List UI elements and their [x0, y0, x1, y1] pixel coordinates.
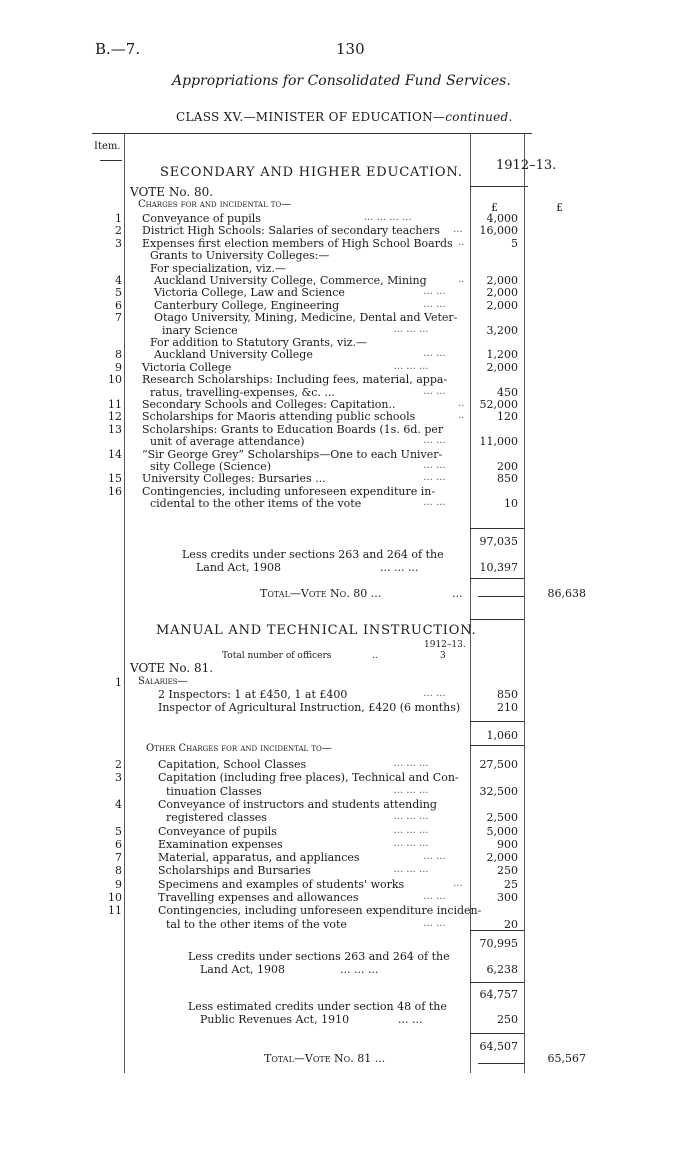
table-top-rule [92, 133, 532, 134]
line-amount: 2,000 [486, 851, 518, 865]
line-description: Scholarships and Bursaries [158, 864, 311, 878]
item-number: 10 [108, 373, 122, 387]
vote81-less2-line1: Less estimated credits under section 48 of the [188, 1000, 447, 1013]
vote81-less1-line2: Land Act, 1908 [200, 963, 285, 976]
line-description: Inspector of Agricultural Instruction, £420 (6 months) [158, 701, 461, 714]
other-charges-heading: Other Charges for and incidental to— [146, 743, 332, 754]
item-number: 1 [115, 212, 122, 225]
vote80-less-amount: 10,397 [479, 561, 518, 574]
line-amount: 20 [504, 917, 518, 931]
item-number: 5 [115, 824, 122, 838]
pound-sign: £ [491, 201, 498, 214]
vote80-total: 86,638 [547, 587, 586, 600]
item-number: 7 [115, 311, 122, 325]
line-amount: 2,500 [486, 811, 518, 825]
line-description: sity College (Science) [150, 460, 271, 473]
item-column-rule [124, 133, 125, 1073]
line-description: For specialization, viz.— [150, 261, 286, 275]
line-amount: 210 [497, 701, 518, 714]
vote80-subtotal-rule [470, 528, 524, 529]
line-amount: 27,500 [479, 758, 518, 771]
officers-dots: .. [372, 651, 378, 661]
leader-dots: ... ... ... [393, 323, 429, 335]
line-description: Contingencies, including unforeseen expenditure inciden- [158, 904, 482, 918]
vote80-total-label: Total—Vote No. 80 ... [260, 587, 382, 600]
page-number: 130 [336, 40, 365, 58]
vote81-less1-dots: ... ... ... [340, 963, 379, 976]
item-number: 4 [115, 797, 122, 811]
salaries-total: 1,060 [486, 729, 518, 742]
vote81-less1-line1: Less credits under sections 263 and 264 of the [188, 950, 450, 963]
leader-dots: ... ... ... [393, 811, 429, 823]
line-amount: 200 [497, 460, 518, 473]
item-number: 4 [115, 274, 122, 287]
leader-dots: ... ... [423, 497, 446, 509]
leader-dots: ... ... [423, 891, 446, 902]
leader-dots: ... [453, 224, 463, 236]
line-amount: 3,200 [486, 323, 518, 337]
leader-dots: ... ... ... [393, 758, 429, 769]
item-number: 3 [115, 236, 122, 250]
item-number: 14 [108, 447, 122, 461]
section-heading-secondary: SECONDARY AND HIGHER EDUCATION. [160, 165, 463, 180]
line-description: registered classes [166, 811, 267, 825]
line-amount: 5,000 [486, 824, 518, 838]
item-head-rule [100, 160, 122, 161]
leader-dots: ... ... ... [393, 360, 429, 372]
class-heading-main: CLASS XV.—MINISTER OF EDUCATION— [176, 110, 446, 124]
line-description: Auckland University College [154, 348, 313, 362]
line-description: Grants to University Colleges:— [150, 249, 330, 263]
line-amount: 25 [504, 877, 518, 891]
vote80-less-line2: Land Act, 1908 [196, 561, 281, 574]
vote80-less-line1: Less credits under sections 263 and 264 of the [182, 548, 444, 561]
leader-dots: ... ... ... [393, 824, 429, 836]
vote80-total-rule [478, 596, 524, 597]
item-number: 15 [108, 472, 122, 486]
line-description: Conveyance of pupils [142, 212, 261, 225]
year-head-rule [470, 186, 528, 187]
line-description: District High Schools: Salaries of secondary teachers [142, 224, 440, 238]
item-number: 11 [108, 904, 122, 918]
line-description: Specimens and examples of students' works [158, 877, 405, 891]
line-amount: 850 [497, 472, 518, 486]
item-number: 2 [115, 224, 122, 238]
item-number: 9 [115, 360, 122, 374]
line-description: Victoria College [142, 360, 232, 374]
line-description: Research Scholarships: Including fees, material, appa- [142, 373, 448, 387]
line-amount: 250 [497, 864, 518, 878]
line-amount: 11,000 [479, 435, 518, 449]
line-amount: 120 [497, 410, 518, 424]
vote81-subtotal3: 64,507 [479, 1040, 518, 1053]
item-number: 2 [115, 758, 122, 771]
line-amount: 300 [497, 891, 518, 904]
year-column-header: 1912–13. [496, 158, 557, 173]
officers-count: 3 [440, 651, 446, 661]
pound-sign-total: £ [556, 201, 563, 214]
item-number: 6 [115, 298, 122, 312]
line-amount: 52,000 [479, 398, 518, 411]
vote81-less1-amount: 6,238 [486, 963, 518, 976]
line-amount: 900 [497, 837, 518, 851]
officers-label: Total number of officers [222, 651, 332, 661]
item-column-header: Item. [94, 141, 121, 152]
line-description: Capitation (including free places), Technical and Con- [158, 771, 459, 785]
leader-dots: ... ... ... [393, 864, 429, 876]
vote81-sal-rule [470, 721, 524, 722]
vote81-less2-rule [470, 1033, 524, 1034]
line-amount: 4,000 [486, 212, 518, 225]
line-description: cidental to the other items of the vote [150, 497, 362, 511]
item-number: 3 [115, 771, 122, 785]
line-amount: 2,000 [486, 274, 518, 287]
vote81-total: 65,567 [547, 1052, 586, 1065]
leader-dots: ... ... ... [393, 784, 429, 796]
leader-dots: ... ... ... ... [363, 212, 412, 223]
vote80-label: VOTE No. 80. [130, 185, 214, 199]
class-heading [176, 110, 513, 124]
line-description: tal to the other items of the vote [166, 917, 347, 931]
vote81-less1-rule [470, 982, 524, 983]
leader-dots: ... ... [423, 472, 446, 484]
vote80-total-dots: ... [452, 587, 463, 600]
salaries-heading: Salaries— [138, 676, 188, 687]
line-amount: 2,000 [486, 286, 518, 300]
vote81-total-rule [478, 1063, 524, 1064]
line-description: Scholarships: Grants to Education Boards (1s. 6d. per [142, 422, 444, 436]
leader-dots: .. [458, 274, 465, 285]
line-amount: 1,200 [486, 348, 518, 362]
item-number: 12 [108, 410, 122, 424]
item-number: 13 [108, 422, 122, 436]
line-amount: 5 [511, 236, 518, 250]
leader-dots: .. [458, 398, 465, 409]
vote81-less2-line2: Public Revenues Act, 1910 [200, 1013, 350, 1026]
line-amount: 32,500 [479, 784, 518, 798]
vote81-label: VOTE No. 81. [130, 661, 214, 675]
item-number: 6 [115, 837, 122, 851]
vote80-subtotal: 97,035 [479, 535, 518, 548]
section-heading-manual: MANUAL AND TECHNICAL INSTRUCTION. [156, 623, 477, 638]
vote80-charges-heading: Charges for and incidental to— [138, 199, 292, 210]
leader-dots: .. [458, 410, 465, 422]
vote81-total-label: Total—Vote No. 81 ... [264, 1052, 386, 1065]
item-number: 10 [108, 891, 122, 904]
line-description: Examination expenses [158, 837, 283, 851]
line-amount: 10 [504, 497, 518, 511]
line-description: Scholarships for Maoris attending public schools [142, 410, 416, 424]
leader-dots: ... ... [423, 688, 446, 699]
salaries-item-number: 1 [115, 676, 122, 689]
leader-dots: ... ... [423, 385, 446, 397]
line-description: inary Science [162, 323, 238, 337]
item-number: 16 [108, 484, 122, 498]
line-description: Auckland University College, Commerce, Mining [154, 274, 427, 287]
line-amount: 16,000 [479, 224, 518, 238]
item-number: 8 [115, 348, 122, 362]
leader-dots: ... ... [423, 286, 446, 298]
line-amount: 850 [497, 688, 518, 701]
item-number: 5 [115, 286, 122, 300]
leader-dots: ... ... [423, 851, 446, 863]
line-amount: 2,000 [486, 360, 518, 374]
document-ref: B.—7. [95, 40, 141, 58]
leader-dots: ... ... [423, 298, 446, 310]
vote80-less-rule [470, 578, 524, 579]
line-amount: 450 [497, 385, 518, 399]
line-description: “Sir George Grey” Scholarships—One to each Univer- [142, 447, 443, 461]
leader-dots: ... ... ... [393, 837, 429, 849]
line-description: Travelling expenses and allowances [158, 891, 359, 904]
line-description: Contingencies, including unforeseen expenditure in- [142, 484, 436, 498]
line-description: For addition to Statutory Grants, viz.— [150, 336, 368, 349]
vote81-less2-amount: 250 [497, 1013, 518, 1026]
leader-dots: .. [458, 236, 465, 248]
class-heading-cont: continued. [445, 110, 513, 124]
line-description: tinuation Classes [166, 784, 262, 798]
line-description: Capitation, School Classes [158, 758, 307, 771]
vote81-less2-dots: ... ... [398, 1013, 423, 1026]
page-title: Appropriations for Consolidated Fund Services. [172, 73, 511, 89]
line-description: University Colleges: Bursaries ... [142, 472, 326, 486]
vote81-sal-rule2 [470, 745, 524, 746]
line-description: 2 Inspectors: 1 at £450, 1 at £400 [158, 688, 348, 701]
line-description: Victoria College, Law and Science [154, 286, 345, 300]
line-description: Conveyance of pupils [158, 824, 277, 838]
leader-dots: ... ... [423, 348, 446, 360]
line-description: Otago University, Mining, Medicine, Dental and Veter- [154, 311, 458, 325]
line-description: Material, apparatus, and appliances [158, 851, 360, 865]
line-amount: 2,000 [486, 298, 518, 312]
leader-dots: ... ... [423, 460, 446, 471]
item-number: 7 [115, 851, 122, 865]
vote81-subtotal: 70,995 [479, 937, 518, 950]
amount-column-rule-right [524, 133, 525, 1073]
item-number: 11 [108, 398, 122, 411]
line-description: unit of average attendance) [150, 435, 305, 449]
item-number: 8 [115, 864, 122, 878]
item-number: 9 [115, 877, 122, 891]
section-break-rule [470, 619, 524, 620]
leader-dots: ... ... [423, 435, 446, 447]
leader-dots: ... ... [423, 917, 446, 929]
officers-year: 1912–13. [424, 640, 466, 650]
vote80-less-dots: ... ... ... [380, 561, 419, 574]
leader-dots: ... [453, 877, 463, 889]
line-description: ratus, travelling-expenses, &c. ... [150, 385, 335, 399]
line-description: Conveyance of instructors and students attending [158, 797, 437, 811]
line-description: Canterbury College, Engineering [154, 298, 340, 312]
vote81-subtotal2: 64,757 [479, 988, 518, 1001]
line-description: Secondary Schools and Colleges: Capitation.. [142, 398, 396, 411]
line-description: Expenses first election members of High School Boards [142, 236, 453, 250]
